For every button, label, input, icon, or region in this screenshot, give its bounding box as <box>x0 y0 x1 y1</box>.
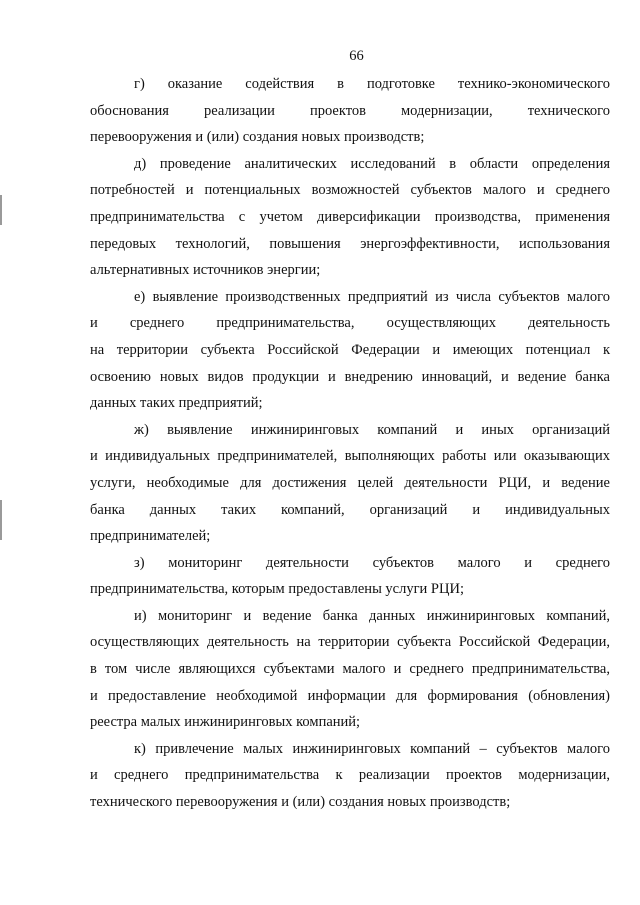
text-line: ж) выявление инжиниринговых компаний и иных организаций <box>134 421 610 438</box>
text-line: д) проведение аналитических исследований в области определения <box>134 155 610 172</box>
page-number: 66 <box>349 48 364 64</box>
text-line: предпринимателей; <box>90 528 211 545</box>
text-line: услуги, необходимые для достижения целей деятельности РЦИ, и ведение <box>90 474 610 491</box>
paragraph <box>90 550 610 603</box>
scan-edge-mark <box>0 500 2 540</box>
text-line: данных таких предприятий; <box>90 395 263 412</box>
text-line: реестра малых инжиниринговых компаний; <box>90 714 361 731</box>
text-line: и предоставление необходимой информации для формирования (обновления) <box>90 687 610 704</box>
text-line: технического перевооружения и (или) создания новых производств; <box>90 794 511 811</box>
scan-edge-mark <box>0 195 2 225</box>
text-line: г) оказание содействия в подготовке технико-экономического <box>134 76 610 92</box>
paragraph <box>90 417 610 550</box>
text-line: осуществляющих деятельность на территории субъекта Российской Федерации, <box>90 634 610 651</box>
text-line: потребностей и потенциальных возможностей субъектов малого и среднего <box>90 182 610 199</box>
text-line: на территории субъекта Российской Федерации и имеющих потенциал к <box>90 341 610 358</box>
paragraph <box>90 284 610 417</box>
text-line: освоению новых видов продукции и внедрению инноваций, и ведение банка <box>90 368 610 385</box>
paragraph <box>90 71 610 151</box>
text-line: предпринимательства с учетом диверсификации производства, применения <box>90 208 610 225</box>
text-line: и индивидуальных предпринимателей, выполняющих работы или оказывающих <box>90 448 610 465</box>
text-line: и среднего предпринимательства, осуществляющих деятельность <box>90 315 610 332</box>
text-line: е) выявление производственных предприятий из числа субъектов малого <box>134 288 610 305</box>
text-line: банка данных таких компаний, организаций и индивидуальных <box>90 501 610 518</box>
text-line: перевооружения и (или) создания новых производств; <box>90 129 425 146</box>
text-line: в том числе являющихся субъектами малого и среднего предпринимательства, <box>90 661 610 678</box>
text-line: з) мониторинг деятельности субъектов малого и среднего <box>134 554 610 571</box>
text-line: передовых технологий, повышения энергоэффективности, использования <box>90 235 610 252</box>
paragraph <box>90 736 610 816</box>
document-body <box>90 71 610 816</box>
text-line: предпринимательства, которым предоставлены услуги РЦИ; <box>90 581 464 598</box>
text-line: и) мониторинг и ведение банка данных инжиниринговых компаний, <box>134 607 610 624</box>
paragraph <box>90 603 610 736</box>
text-line: альтернативных источников энергии; <box>90 262 321 279</box>
text-line: и среднего предпринимательства к реализации проектов модернизации, <box>90 767 610 784</box>
text-line: к) привлечение малых инжиниринговых компаний – субъектов малого <box>134 740 610 757</box>
text-line: обоснования реализации проектов модернизации, технического <box>90 102 610 119</box>
paragraph <box>90 151 610 284</box>
